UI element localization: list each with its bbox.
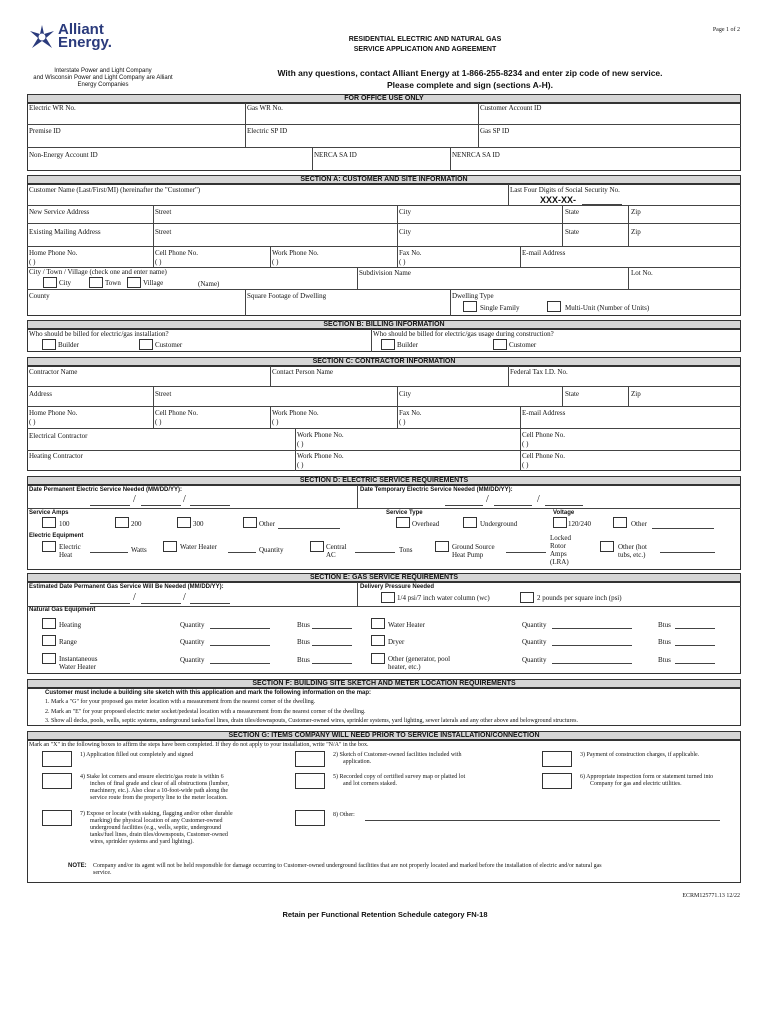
- new-street-field[interactable]: Street: [155, 208, 172, 216]
- central-ac-checkbox[interactable]: [310, 541, 324, 552]
- section-g-intro: Mark an "X" in the following boxes to affirm the steps have been completed. If they do not apply to your installation, write "N/A" in the box.: [29, 742, 369, 748]
- voltage-other-field[interactable]: [652, 528, 714, 529]
- gas-date-dd[interactable]: [141, 603, 181, 604]
- temp-date-yy[interactable]: [545, 505, 583, 506]
- contractor-work-phone-field[interactable]: Work Phone No.: [272, 409, 319, 417]
- perm-date-yy[interactable]: [190, 505, 230, 506]
- mailing-street-field[interactable]: Street: [155, 228, 172, 236]
- office-header: FOR OFFICE USE ONLY: [27, 94, 741, 103]
- sketch-item-3: 3. Show all decks, pools, wells, septic systems, underground tanks/fuel lines, drain tiles/downspouts, Customer-owned wires, sprinkler systems, yard lighting, sewer laterals and any other above and belowground structures.: [45, 718, 579, 724]
- note-label: NOTE:: [68, 863, 87, 869]
- section-f-header: SECTION F: BUILDING SITE SKETCH AND METER LOCATION REQUIREMENTS: [27, 679, 741, 688]
- section-g-header: SECTION G: ITEMS COMPANY WILL NEED PRIOR TO SERVICE INSTALLATION/CONNECTION: [27, 731, 741, 740]
- city-checkbox[interactable]: [43, 277, 57, 288]
- pressure-2psi-checkbox[interactable]: [520, 592, 534, 603]
- gas-wr-field[interactable]: Gas WR No.: [247, 104, 283, 112]
- home-phone-field[interactable]: Home Phone No.: [29, 249, 78, 257]
- gas-wh-qty[interactable]: [552, 628, 632, 629]
- heating-cell-phone-field[interactable]: Cell Phone No.: [522, 452, 565, 460]
- item3-checkbox[interactable]: [542, 751, 572, 767]
- gas-range-qty[interactable]: [210, 645, 270, 646]
- lra-label: Locked Rotor Amps (LRA): [550, 534, 571, 566]
- temp-date-mm[interactable]: [445, 505, 483, 506]
- gas-dryer-qty[interactable]: [552, 645, 632, 646]
- usage-builder-checkbox[interactable]: [381, 339, 395, 350]
- sketch-item-1: 1. Mark a "G" for your proposed gas meter location with a measurement from the nearest corner of the dwelling.: [45, 699, 316, 705]
- gas-water-heater-checkbox[interactable]: [371, 618, 385, 629]
- section-a-header: SECTION A: CUSTOMER AND SITE INFORMATION: [27, 175, 741, 184]
- electrical-work-phone-field[interactable]: Work Phone No.: [297, 431, 344, 439]
- watts-field[interactable]: [90, 552, 128, 553]
- service-type-label: Service Type: [386, 510, 423, 516]
- retention-note: Retain per Functional Retention Schedule category FN-18: [282, 910, 488, 919]
- work-phone-field[interactable]: Work Phone No.: [272, 249, 319, 257]
- section-c-box: [27, 366, 741, 471]
- customer-account-field[interactable]: Customer Account ID: [480, 104, 542, 112]
- contractor-email-field[interactable]: E-mail Address: [522, 409, 566, 417]
- item4-checkbox[interactable]: [42, 773, 72, 789]
- lot-field[interactable]: Lot No.: [631, 269, 653, 277]
- mailing-zip-field[interactable]: Zip: [631, 228, 641, 236]
- gas-equipment-label: Natural Gas Equipment: [29, 607, 96, 613]
- hot-tub-field[interactable]: [660, 552, 715, 553]
- contact-person-field[interactable]: Contact Person Name: [272, 368, 334, 376]
- service-amps-label: Service Amps: [29, 510, 69, 516]
- gas-wh-btus[interactable]: [675, 628, 715, 629]
- electric-wr-field[interactable]: Electric WR No.: [29, 104, 76, 112]
- temp-date-dd[interactable]: [494, 505, 532, 506]
- contractor-city-field[interactable]: City: [399, 390, 412, 398]
- ssn-mask: XXX-XX-: [540, 195, 577, 205]
- gas-other-btus[interactable]: [675, 663, 715, 664]
- section-c-header: SECTION C: CONTRACTOR INFORMATION: [27, 357, 741, 366]
- section-d-header: SECTION D: ELECTRIC SERVICE REQUIREMENTS: [27, 476, 741, 485]
- pressure-label: Delivery Pressure Needed: [360, 584, 435, 590]
- electric-heat-checkbox[interactable]: [42, 541, 56, 552]
- perm-date-dd[interactable]: [141, 505, 181, 506]
- nerca-field[interactable]: NERCA SA ID: [314, 151, 357, 159]
- non-energy-field[interactable]: Non-Energy Account ID: [29, 151, 98, 159]
- gas-dryer-btus[interactable]: [675, 645, 715, 646]
- premise-id-field[interactable]: Premise ID: [29, 127, 61, 135]
- gas-heating-btus[interactable]: [312, 628, 352, 629]
- new-state-field[interactable]: State: [565, 208, 579, 216]
- company-note: Interstate Power and Light Company and Wisconsin Power and Light Company are Alliant Energy Companies: [33, 68, 173, 88]
- gas-other-qty[interactable]: [552, 663, 632, 664]
- brand-line1: Alliant: [58, 21, 104, 38]
- gas-range-btus[interactable]: [312, 645, 352, 646]
- item8-checkbox[interactable]: [295, 810, 325, 826]
- electrical-cell-phone-field[interactable]: Cell Phone No.: [522, 431, 565, 439]
- nenrca-field[interactable]: NENRCA SA ID: [452, 151, 500, 159]
- perm-date-label: Date Permanent Electric Service Needed (MM/DD/YY):: [29, 487, 183, 493]
- email-field[interactable]: E-mail Address: [522, 249, 566, 257]
- contractor-zip-field[interactable]: Zip: [631, 390, 641, 398]
- dwelling-type-label: Dwelling Type: [452, 292, 494, 300]
- new-zip-field[interactable]: Zip: [631, 208, 641, 216]
- alliant-logo-icon: [28, 23, 56, 51]
- contractor-street-field[interactable]: Street: [155, 390, 172, 398]
- gas-date-label: Estimated Date Permanent Gas Service Will Be Needed (MM/DD/YY):: [29, 584, 224, 590]
- page-number: Page 1 of 2: [712, 27, 740, 33]
- usage-customer-checkbox[interactable]: [493, 339, 507, 350]
- fax-field[interactable]: Fax No.: [399, 249, 422, 257]
- gas-instant-btus[interactable]: [312, 663, 352, 664]
- section-b-header: SECTION B: BILLING INFORMATION: [27, 320, 741, 329]
- contractor-state-field[interactable]: State: [565, 390, 579, 398]
- brand-line2: Energy.: [58, 34, 112, 51]
- cell-phone-field[interactable]: Cell Phone No.: [155, 249, 198, 257]
- temp-date-label: Date Temporary Electric Service Needed (MM/DD/YY):: [360, 487, 513, 493]
- amps-300-checkbox[interactable]: [177, 517, 191, 528]
- city-town-village-label: City / Town / Village (check one and enter name): [29, 268, 167, 276]
- gas-sp-field[interactable]: Gas SP ID: [480, 127, 510, 135]
- fed-tax-field[interactable]: Federal Tax I.D. No.: [510, 368, 568, 376]
- contractor-address-label: Address: [29, 390, 52, 398]
- ground-source-checkbox[interactable]: [435, 541, 449, 552]
- heating-work-phone-field[interactable]: Work Phone No.: [297, 452, 344, 460]
- contractor-cell-phone-field[interactable]: Cell Phone No.: [155, 409, 198, 417]
- new-city-field[interactable]: City: [399, 208, 412, 216]
- contractor-name-field[interactable]: Contractor Name: [29, 368, 78, 376]
- gas-other-checkbox[interactable]: [371, 653, 385, 664]
- tons-field[interactable]: [355, 552, 395, 553]
- electrical-contractor-field[interactable]: Electrical Contractor: [29, 432, 88, 440]
- hot-tub-checkbox[interactable]: [600, 541, 614, 552]
- electric-sp-field[interactable]: Electric SP ID: [247, 127, 288, 135]
- water-heater-qty[interactable]: [228, 552, 256, 553]
- sketch-item-2: 2. Mark an "E" for your proposed electric meter socket/pedestal location with a measurement from the nearest corner of the dwelling.: [45, 709, 366, 715]
- pressure-quarter-checkbox[interactable]: [381, 592, 395, 603]
- mailing-state-field[interactable]: State: [565, 228, 579, 236]
- contractor-home-phone-field[interactable]: Home Phone No.: [29, 409, 78, 417]
- section-e-header: SECTION E: GAS SERVICE REQUIREMENTS: [27, 573, 741, 582]
- electric-equipment-label: Electric Equipment: [29, 533, 84, 539]
- gas-heating-checkbox[interactable]: [42, 618, 56, 629]
- form-code: ECRM125771.13 12/22: [682, 893, 740, 899]
- gas-heating-qty[interactable]: [210, 628, 270, 629]
- water-heater-checkbox[interactable]: [163, 541, 177, 552]
- gas-range-checkbox[interactable]: [42, 635, 56, 646]
- subdivision-field[interactable]: Subdivision Name: [359, 269, 411, 277]
- sketch-intro: Customer must include a building site sketch with this application and mark the following information on the map:: [45, 690, 372, 696]
- billed-usage-label: Who should be billed for electric/gas usage during construction?: [373, 330, 554, 338]
- contractor-fax-field[interactable]: Fax No.: [399, 409, 422, 417]
- gas-dryer-checkbox[interactable]: [371, 635, 385, 646]
- ssn-label: Last Four Digits of Social Security No.: [510, 186, 620, 194]
- item1-checkbox[interactable]: [42, 751, 72, 767]
- county-field[interactable]: County: [29, 292, 50, 300]
- amps-200-checkbox[interactable]: [115, 517, 129, 528]
- item2-checkbox[interactable]: [295, 751, 325, 767]
- gas-instant-checkbox[interactable]: [42, 653, 56, 664]
- multi-unit-checkbox[interactable]: [547, 301, 561, 312]
- billed-install-label: Who should be billed for electric/gas installation?: [29, 330, 169, 338]
- town-checkbox[interactable]: [89, 277, 103, 288]
- install-builder-checkbox[interactable]: [42, 339, 56, 350]
- customer-name-field[interactable]: Customer Name (Last/First/MI) (hereinafter the "Customer"): [29, 186, 201, 194]
- gas-instant-qty[interactable]: [210, 663, 270, 664]
- sqft-field[interactable]: Square Footage of Dwelling: [247, 292, 327, 300]
- item5-checkbox[interactable]: [295, 773, 325, 789]
- village-checkbox[interactable]: [127, 277, 141, 288]
- contact-info: With any questions, contact Alliant Energy at 1-866-255-8234 and enter zip code of new service. Please complete and sign (sections A-H).: [277, 68, 663, 90]
- item7-checkbox[interactable]: [42, 810, 72, 826]
- heating-contractor-field[interactable]: Heating Contractor: [29, 452, 83, 460]
- gas-date-yy[interactable]: [190, 603, 230, 604]
- amps-100-checkbox[interactable]: [42, 517, 56, 528]
- overhead-checkbox[interactable]: [396, 517, 410, 528]
- amps-other-checkbox[interactable]: [243, 517, 257, 528]
- section-a-box: [27, 184, 741, 316]
- voltage-label: Voltage: [553, 510, 575, 516]
- amps-other-field[interactable]: [278, 528, 340, 529]
- office-box: [27, 103, 741, 171]
- lra-field[interactable]: [506, 552, 546, 553]
- install-customer-checkbox[interactable]: [139, 339, 153, 350]
- note-text: Company and/or its agent will not be held responsible for damage occurring to Customer-owned underground facilities that are not properly located and marked before the installation of electric and/or natural gas service.: [93, 863, 602, 876]
- underground-checkbox[interactable]: [463, 517, 477, 528]
- single-family-checkbox[interactable]: [463, 301, 477, 312]
- gas-date-mm[interactable]: [90, 603, 130, 604]
- item6-checkbox[interactable]: [542, 773, 572, 789]
- v120-checkbox[interactable]: [553, 517, 567, 528]
- item8-other-field[interactable]: [365, 820, 720, 821]
- form-title: RESIDENTIAL ELECTRIC AND NATURAL GAS SERVICE APPLICATION AND AGREEMENT: [348, 36, 502, 53]
- perm-date-mm[interactable]: [90, 505, 130, 506]
- ctv-name-field[interactable]: (Name): [198, 280, 220, 288]
- voltage-other-checkbox[interactable]: [613, 517, 627, 528]
- new-service-address-label: New Service Address: [29, 208, 90, 216]
- mailing-address-label: Existing Mailing Address: [29, 228, 101, 236]
- mailing-city-field[interactable]: City: [399, 228, 412, 236]
